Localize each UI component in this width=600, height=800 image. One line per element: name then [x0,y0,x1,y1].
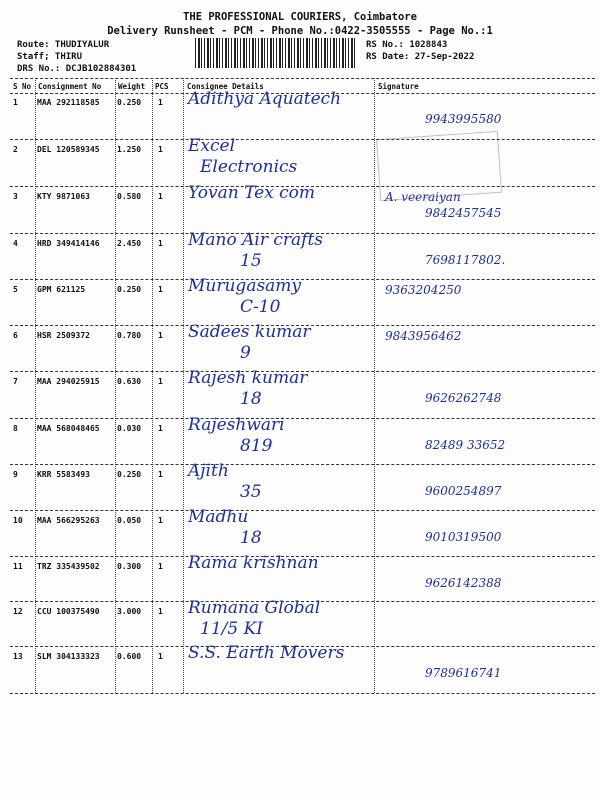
row-consignee-name: Rumana Global [188,598,321,618]
row-sno: 6 [13,331,18,340]
row-consignee-detail: 11/5 KI [200,619,263,639]
row-consignee-detail: 819 [240,436,273,456]
row-consignment-no: HRD 349414146 [37,239,100,248]
row-consignee-detail: 35 [240,482,262,502]
row-pcs: 1 [158,562,163,571]
row-sno: 8 [13,424,18,433]
row-sno: 9 [13,470,18,479]
row-sno: 7 [13,377,18,386]
row-pcs: 1 [158,470,163,479]
row-consignment-no: KTY 9871063 [37,192,90,201]
row-consignment-no: TRZ 335439502 [37,562,100,571]
row-signature-text: 9843956462 [385,329,462,343]
barcode [195,38,355,68]
row-divider [10,464,595,465]
row-weight: 0.600 [117,652,142,661]
row-consignee-detail: C-10 [240,297,281,317]
row-sno: 12 [13,607,23,616]
row-weight: 0.250 [117,98,142,107]
row-consignee-name: Murugasamy [188,276,302,296]
row-consignment-no: SLM 304133323 [37,652,100,661]
row-sno: 5 [13,285,18,294]
staff-label: Staff; THIRU [17,52,83,62]
row-pcs: 1 [158,607,163,616]
row-consignee-name: Adithya Aquatech [188,89,342,109]
row-weight: 0.030 [117,424,142,433]
company-title: THE PROFESSIONAL COURIERS, Coimbatore [183,11,417,23]
col-sno: S No [13,82,32,91]
row-pcs: 1 [158,424,163,433]
row-consignee-detail: 18 [240,528,262,548]
col-pcs: PCS [155,82,169,91]
rs-number: RS No.: 1028843 [366,40,448,50]
row-signature-phone: 82489 33652 [425,438,506,452]
row-consignee-name: Excel [188,136,236,156]
row-pcs: 1 [158,652,163,661]
row-consignee-name: Ajith [188,461,229,481]
row-consignment-no: GPM 621125 [37,285,86,294]
row-consignee-detail: Electronics [200,157,298,177]
row-divider [10,418,595,419]
col-weight: Weight [118,82,146,91]
row-weight: 0.250 [117,470,142,479]
row-consignment-no: CCU 100375490 [37,607,100,616]
row-signature-text: A. veeraiyan [385,190,461,204]
row-consignment-no: DEL 120589345 [37,145,100,154]
row-weight: 0.630 [117,377,142,386]
row-consignee-name: Rama krishnan [188,553,319,573]
left-meta [17,39,136,75]
row-divider [10,139,595,140]
row-consignee-name: Rajesh kumar [188,368,308,388]
row-sno: 3 [13,192,18,201]
row-signature-phone: 9842457545 [425,206,502,220]
row-signature-phone: 9626262748 [425,391,502,405]
row-sno: 1 [13,98,18,107]
row-weight: 0.780 [117,331,142,340]
row-consignment-no: MAA 568048465 [37,424,100,433]
row-pcs: 1 [158,516,163,525]
row-pcs: 1 [158,239,163,248]
row-pcs: 1 [158,285,163,294]
row-consignee-name: Madhu [188,507,249,527]
row-consignee-name: S.S. Earth Movers [188,643,345,663]
row-consignee-detail: 15 [240,251,262,271]
row-sno: 2 [13,145,18,154]
row-consignment-no: MAA 292118585 [37,98,100,107]
row-consignment-no: HSR 2509372 [37,331,90,340]
header-rule-top [10,78,595,79]
row-divider [10,510,595,511]
row-weight: 0.300 [117,562,142,571]
row-sno: 13 [13,652,23,661]
row-pcs: 1 [158,377,163,386]
row-consignment-no: KRR 5583493 [37,470,90,479]
row-consignee-name: Mano Air crafts [188,230,324,250]
row-signature-phone: 9789616741 [425,666,502,680]
row-signature-phone: 9943995580 [425,112,502,126]
runsheet-subtitle: Delivery Runsheet - PCM - Phone No.:0422-3505555 - Page No.:1 [107,25,493,37]
row-consignment-no: MAA 294025915 [37,377,100,386]
row-pcs: 1 [158,145,163,154]
col-signature: Signature [378,82,419,91]
row-divider [10,693,595,694]
row-pcs: 1 [158,331,163,340]
runsheet-header [0,10,600,38]
row-signature-phone: 9626142388 [425,576,502,590]
row-signature-phone: 7698117802. [425,253,506,267]
row-sno: 10 [13,516,23,525]
row-weight: 1.250 [117,145,142,154]
rs-date: RS Date: 27-Sep-2022 [366,52,475,62]
row-sno: 11 [13,562,23,571]
row-signature-phone: 9600254897 [425,484,502,498]
row-consignee-detail: 18 [240,389,262,409]
row-divider [10,279,595,280]
col-consignee: Consignee Details [187,82,264,91]
drs-number: DRS No.: DCJB102884301 [17,64,137,74]
row-signature-text: 9363204250 [385,283,462,297]
row-consignee-name: Sadees kumar [188,322,311,342]
right-meta [366,39,474,63]
row-signature-phone: 9010319500 [425,530,502,544]
row-consignment-no: MAA 566295263 [37,516,100,525]
col-consignment: Consignment No [38,82,102,91]
row-consignee-name: Rajeshwari [188,415,285,435]
row-sno: 4 [13,239,18,248]
row-consignee-detail: 9 [240,343,251,363]
row-weight: 0.580 [117,192,142,201]
row-pcs: 1 [158,192,163,201]
route-label: Route: THUDIYALUR [17,40,110,50]
row-weight: 2.450 [117,239,142,248]
row-consignee-name: Yovan Tex com [188,183,316,203]
row-weight: 3.000 [117,607,142,616]
row-weight: 0.250 [117,285,142,294]
row-weight: 0.050 [117,516,142,525]
row-pcs: 1 [158,98,163,107]
